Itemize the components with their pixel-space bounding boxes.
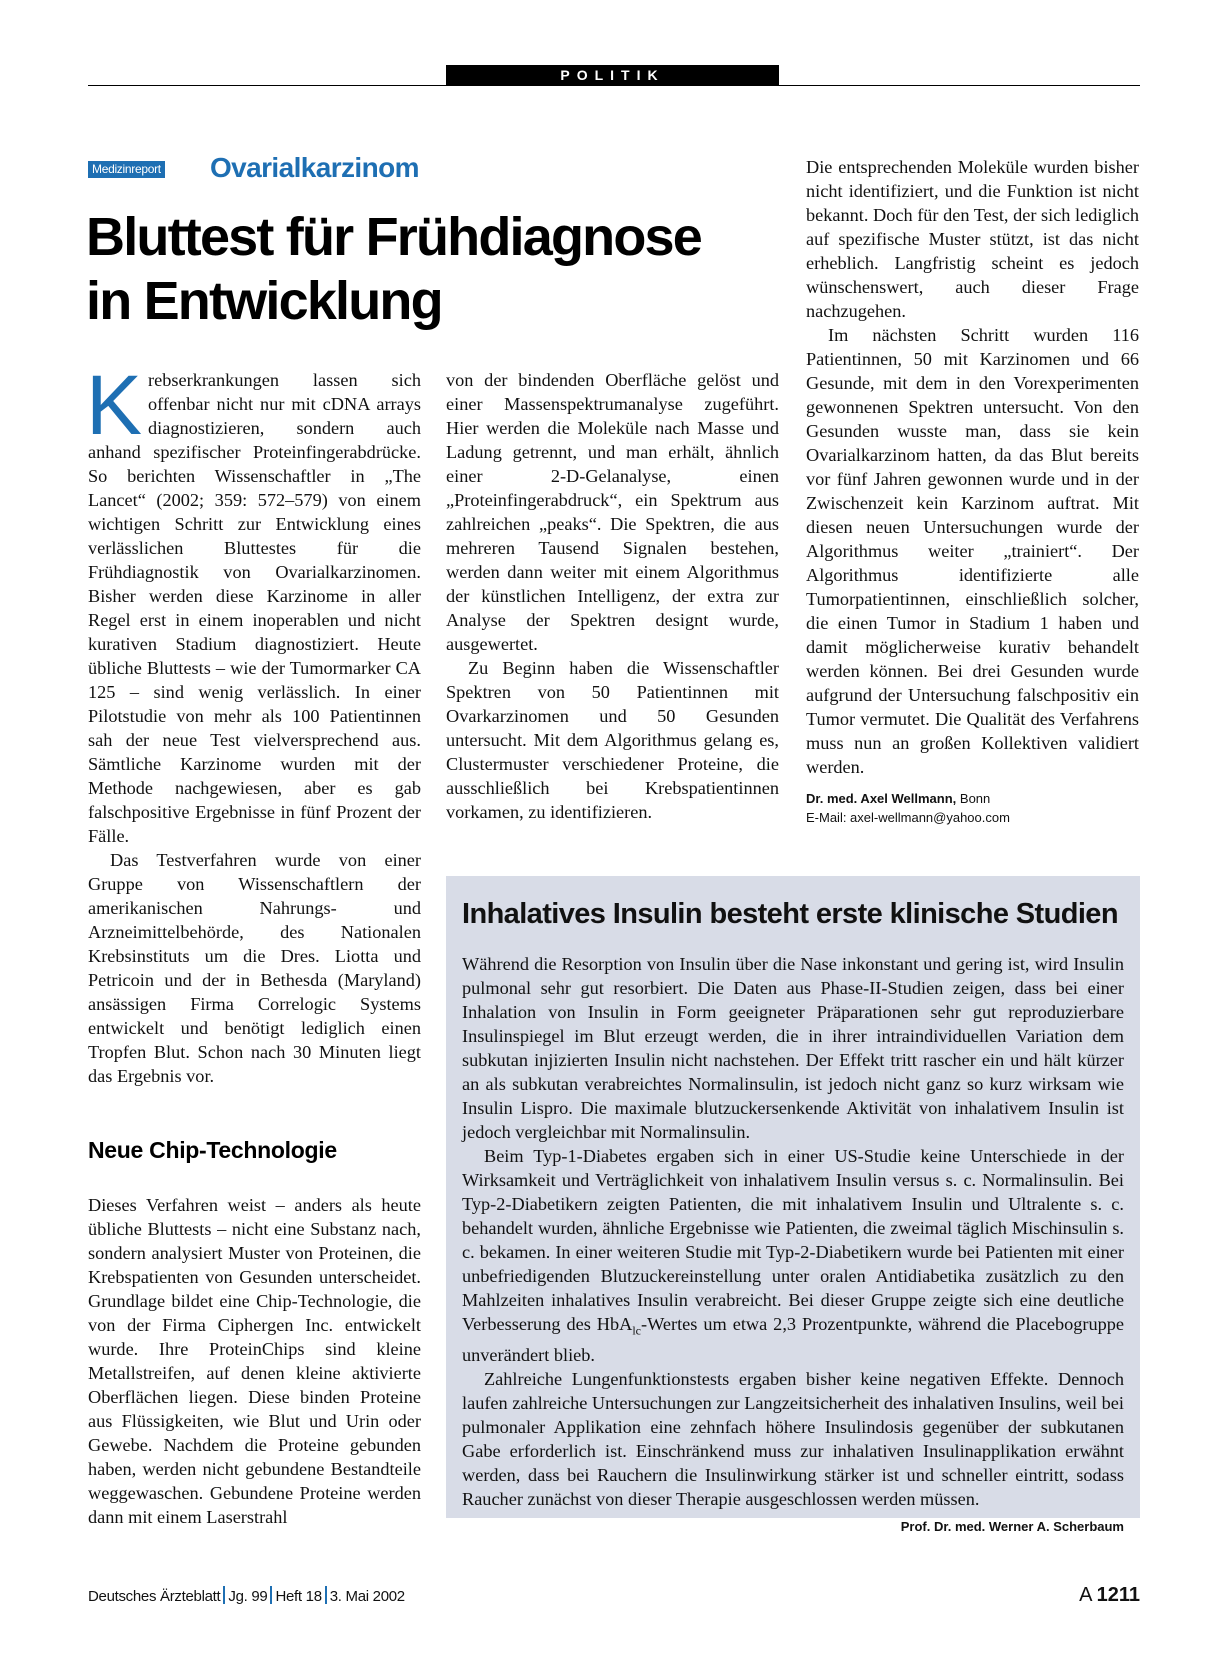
drop-cap: K bbox=[86, 358, 143, 452]
article-paragraph: Zu Beginn haben die Wissenschaftler Spektren von 50 Patientinnen mit Ovarkarzinomen und 50 Gesunden untersucht. Mit dem Algorithmus gelang es, Clustermuster verschiedener Proteine, die ausschließlich bei Krebspatientinnen vorkamen, zu identifizieren. bbox=[446, 658, 779, 822]
subscript: lc bbox=[632, 1323, 642, 1338]
journal-issue: Heft 18 bbox=[275, 1588, 322, 1605]
author-email: E-Mail: axel-wellmann@yahoo.com bbox=[806, 810, 1010, 825]
article-column-1-continued bbox=[88, 1193, 421, 1529]
article-headline bbox=[86, 205, 766, 333]
article-paragraph: Das Testverfahren wurde von einer Gruppe von Wissenschaftlern der amerikanischen Nahrungs- und Arzneimittelbehörde, des Nationalen Krebsinstituts um die Dres. Liotta und Petricoin und der in Bethesda (Maryland) ansässigen Firma Correlogic Systems entwickelt und benötigt lediglich einen Tropfen Blut. Schon nach 30 Minuten liegt das Ergebnis vor. bbox=[88, 850, 421, 1086]
separator bbox=[223, 1586, 225, 1604]
journal-name: Deutsches Ärzteblatt bbox=[88, 1588, 221, 1605]
box-paragraph-text: Zahlreiche Lungenfunktionstests ergaben bisher keine negativen Effekte. Dennoch laufen zahlreiche Untersuchungen zur Langzeitsicherheit des inhalativen Insulins, weil bei pulmonaler Applikation eine zehnfach höhere Insulindosis gegenüber der subkutanen Gabe erforderlich ist. Einschränkend muss zur inhalativen Insulinapplikation erwähnt werden, dass bei Rauchern die Insulinwirkung stärker ist und schneller eintritt, sodass Raucher zunächst von dieser Therapie ausgeschlossen werden müssen. bbox=[462, 1368, 1124, 1509]
box-paragraph bbox=[462, 1144, 1124, 1367]
section-label: POLITIK bbox=[446, 65, 779, 86]
journal-volume: Jg. 99 bbox=[228, 1588, 268, 1605]
page-number bbox=[1079, 1584, 1140, 1607]
article-paragraph: von der bindenden Oberfläche gelöst und einer Massenspektrumanalyse zugeführt. Hier werden die Moleküle nach Masse und Ladung getrennt, und man erhält, ähnlich einer 2-D-Gelanalyse, einen „Proteinfingerabdruck“, ein Spektrum aus zahlreichen „peaks“. Die Spektren, die aus mehreren Tausend Signalen bestehen, werden dann weiter mit einem Algorithmus der künstlichen Intelligenz, der extra zur Analyse der Spektren designt wurde, ausgewertet. bbox=[446, 370, 779, 654]
author-byline bbox=[806, 789, 1139, 827]
headline-line-1: Bluttest für Frühdiagnose bbox=[86, 207, 701, 267]
author-name: Dr. med. Axel Wellmann, bbox=[806, 791, 957, 806]
box-title: Inhalatives Insulin besteht erste klinische Studien bbox=[462, 898, 1118, 930]
box-paragraph-text: -Wertes um etwa 2,3 Prozentpunkte, während die Placebogruppe unverändert blieb. bbox=[462, 1314, 1124, 1365]
box-paragraph bbox=[462, 1367, 1124, 1534]
category-badge: Medizinreport bbox=[88, 161, 165, 178]
page-number-value: 1211 bbox=[1096, 1584, 1140, 1606]
article-column-3 bbox=[806, 155, 1139, 827]
article-paragraph: Die entsprechenden Moleküle wurden bisher nicht identifiziert, und die Funktion ist nicht bekannt. Doch für den Test, der sich lediglich auf spezifische Muster stützt, ist das nicht erheblich. Langfristig scheint es jedoch wünschenswert, auch dieser Frage nachzugehen. bbox=[806, 157, 1139, 321]
box-paragraph-text: Beim Typ-1-Diabetes ergaben sich in einer US-Studie keine Unterschiede in der Wirksamkeit und Verträglichkeit von inhalativem Insulin versus s. c. Normalinsulin. Bei Typ-2-Diabetikern zeigten Patienten, die mit inhalativem Insulin und Ultralente s. c. behandelt wurden, ähnliche Ergebnisse wie Patienten, die zweimal täglich Mischinsulin s. c. bekamen. In einer weiteren Studie mit Typ-2-Diabetikern wurde bei Patienten mit einer unbefriedigenden Blutzuckereinstellung unter oralen Antidiabetika zusätzlich zu den Mahlzeiten inhalatives Insulin verabreicht. Bei dieser Gruppe zeigte sich eine deutliche Verbesserung des HbA bbox=[462, 1146, 1124, 1334]
separator bbox=[325, 1586, 327, 1604]
separator bbox=[270, 1586, 272, 1604]
headline-line-2: in Entwicklung bbox=[86, 271, 442, 331]
box-author: Prof. Dr. med. Werner A. Scherbaum bbox=[900, 1518, 1124, 1534]
section-subheading: Neue Chip-Technologie bbox=[88, 1137, 337, 1163]
article-paragraph bbox=[86, 358, 421, 848]
author-city: Bonn bbox=[959, 791, 991, 806]
article-paragraph: Dieses Verfahren weist – anders als heute übliche Bluttests – nicht eine Substanz nach, sondern analysiert Muster von Proteinen, die Krebspatienten von Gesunden unterscheidet. Grundlage bildet eine Chip-Technologie, die von der Firma Ciphergen Inc. entwickelt wurde. Ihre ProteinChips sind kleine Metallstreifen, auf denen kleine aktivierte Oberflächen liegen. Diese binden Proteine aus Flüssigkeiten, wie Blut und Urin oder Gewebe. Nachdem die Proteine gebunden haben, werden nicht gebundene Bestandteile weggewaschen. Gebundene Proteine werden dann mit einem Laserstrahl bbox=[88, 1195, 421, 1527]
article-column-1 bbox=[86, 358, 421, 1088]
page-footer bbox=[88, 1584, 1140, 1608]
topic-label: Ovarialkarzinom bbox=[210, 152, 419, 183]
article-paragraph: Im nächsten Schritt wurden 116 Patientinnen, 50 mit Karzinomen und 66 Gesunde, mit dem in den Vorexperimenten gewonnenen Spektren untersucht. Von den Gesunden wusste man, dass sie kein Ovarialkarzinom hatten, da das Blut bereits vor fünf Jahren gewonnen wurde und in der Zwischenzeit kein Karzinom auftrat. Mit diesen neuen Untersuchungen wurde der Algorithmus weiter „trainiert“. Der Algorithmus identifizierte alle Tumorpatientinnen, einschließlich solcher, die einen Tumor in Stadium 1 haben und damit möglicherweise kurativ behandelt werden können. Bei drei Gesunden wurde aufgrund der Untersuchung falschpositiv ein Tumor vermutet. Die Qualität des Verfahrens muss nun an großen Kollektiven validiert werden. bbox=[806, 325, 1139, 777]
page-prefix: A bbox=[1079, 1584, 1093, 1606]
article-column-2 bbox=[446, 368, 779, 824]
journal-date: 3. Mai 2002 bbox=[329, 1588, 405, 1605]
box-body bbox=[462, 952, 1124, 1539]
footer-citation bbox=[88, 1586, 405, 1605]
sidebar-box bbox=[446, 876, 1140, 1534]
paragraph-text: rebserkrankungen lassen sich offenbar nicht nur mit cDNA arrays diagnostizieren, sondern auch anhand spezifischer Proteinfingerabdrücke. So berichten Wissenschaftler in „The Lancet“ (2002; 359: 572–579) von einem wichtigen Schritt zur Entwicklung eines verlässlichen Bluttestes für die Frühdiagnostik von Ovarialkarzinomen. Bisher werden diese Karzinome in aller Regel erst in einem inoperablen und nicht kurativen Stadium diagnostiziert. Heute übliche Bluttests – wie der Tumormarker CA 125 – sind wenig verlässlich. In einer Pilotstudie von mehr als 100 Patientinnen sah der neue Test vielversprechend aus. Sämtliche Karzinome wurden mit der Methode nachgewiesen, aber es gab falschpositive Ergebnisse in fünf Prozent der Fälle. bbox=[88, 370, 421, 846]
box-paragraph: Während die Resorption von Insulin über die Nase inkonstant und gering ist, wird Insulin pulmonal sehr gut resorbiert. Die Daten aus Phase-II-Studien zeigen, dass bei einer Inhalation von Insulin in Form geeigneter Präparationen sehr gut reproduzierbare Insulinspiegel im Blut erzeugt werden, die in ihrer intraindividuellen Variation dem subkutan injizierten Insulin nicht nachstehen. Der Effekt tritt rascher ein und hält kürzer an als subkutan verabreichtes Normalinsulin, ist jedoch nicht ganz so kurz wirksam wie Insulin Lispro. Die maximale blutzuckersenkende Aktivität von inhalativem Insulin ist jedoch vergleichbar mit Normalinsulin. bbox=[462, 954, 1124, 1142]
